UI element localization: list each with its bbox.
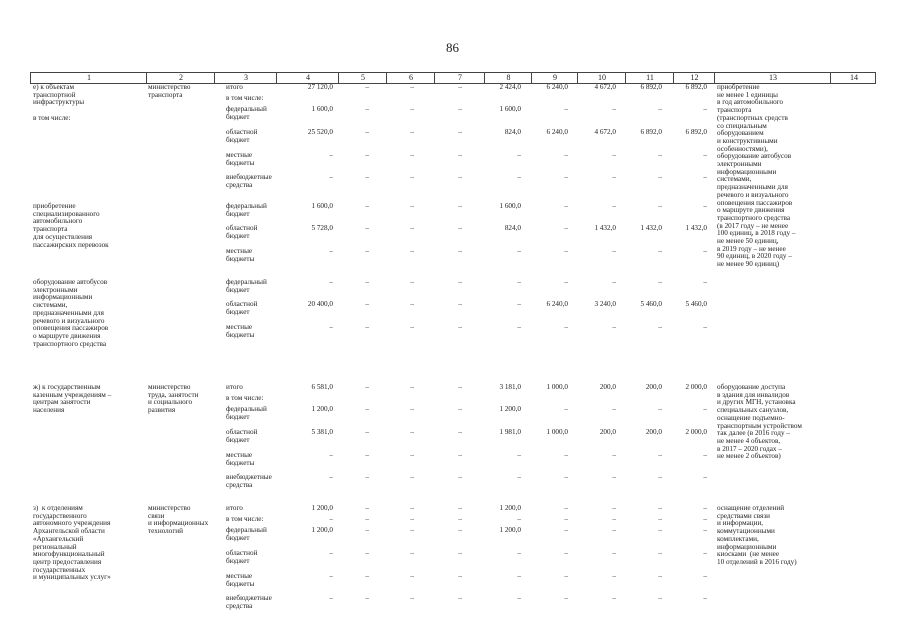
amount-cell: – [410,526,414,534]
amount-cell: – [458,83,462,91]
amount-cell: 1 200,0 [499,526,521,534]
amount-cell: – [410,383,414,391]
funding-source: итого [226,383,243,391]
amount-cell: – [564,504,568,512]
funding-source: областной бюджет [226,128,258,144]
funding-source: областной бюджет [226,224,258,240]
amount-cell: – [703,278,707,286]
amount-cell: 6 240,0 [546,300,568,308]
funding-source: итого [226,83,243,91]
amount-cell: – [410,173,414,181]
amount-cell: – [612,549,616,557]
amount-cell: 1 200,0 [499,504,521,512]
funding-source: в том числе: [226,94,264,102]
amount-cell: – [458,473,462,481]
funding-source: федеральный бюджет [226,105,267,121]
amount-cell: – [703,173,707,181]
header-col-9: 9 [531,73,578,83]
amount-cell: – [658,105,662,113]
amount-cell: – [410,202,414,210]
amount-cell: – [329,323,333,331]
amount-cell: – [703,105,707,113]
amount-cell: – [458,451,462,459]
amount-cell: – [658,405,662,413]
amount-cell: – [658,515,662,523]
amount-cell: – [564,549,568,557]
responsible-body: министерство транспорта [148,83,191,99]
amount-cell: – [365,504,369,512]
amount-cell: – [365,428,369,436]
amount-cell: – [564,594,568,602]
funding-source: внебюджетные средства [226,594,272,610]
amount-cell: – [329,515,333,523]
amount-cell: – [365,300,369,308]
amount-cell: – [365,83,369,91]
responsible-body: министерство труда, занятости и социального развития [148,383,199,415]
amount-cell: – [517,572,521,580]
amount-cell: – [410,473,414,481]
header-col-4: 4 [276,73,339,83]
header-col-5: 5 [338,73,387,83]
amount-cell: – [564,451,568,459]
header-col-13: 13 [714,73,831,83]
amount-cell: – [703,549,707,557]
amount-cell: 6 240,0 [546,83,568,91]
amount-cell: – [612,247,616,255]
amount-cell: – [365,151,369,159]
amount-cell: – [703,323,707,331]
amount-cell: – [517,247,521,255]
funding-source: местные бюджеты [226,151,255,167]
amount-cell: 1 600,0 [311,105,333,113]
amount-cell: – [564,247,568,255]
amount-cell: 3 181,0 [499,383,521,391]
amount-cell: 200,0 [599,428,616,436]
header-col-14: 14 [830,73,877,83]
amount-cell: 5 728,0 [311,224,333,232]
amount-cell: 25 520,0 [307,128,333,136]
header-col-1: 1 [30,73,147,83]
amount-cell: 6 892,0 [640,83,662,91]
amount-cell: – [703,572,707,580]
amount-cell: – [410,405,414,413]
amount-cell: – [517,594,521,602]
section-title: приобретение специализированного автомобильного транспорта для осуществления пассажирских перевозок [33,202,109,249]
amount-cell: – [612,151,616,159]
amount-cell: – [564,515,568,523]
amount-cell: 1 432,0 [685,224,707,232]
amount-cell: – [410,515,414,523]
amount-cell: 1 432,0 [594,224,616,232]
amount-cell: 200,0 [599,383,616,391]
amount-cell: – [329,173,333,181]
amount-cell: 6 581,0 [311,383,333,391]
amount-cell: – [458,105,462,113]
amount-cell: 2 000,0 [685,428,707,436]
expected-result: оснащение отделений средствами связи и информации, коммутационными комплектами, информационными киосками (не менее 10 отделений в 2016 году) [717,504,797,566]
amount-cell: – [703,247,707,255]
amount-cell: – [658,526,662,534]
amount-cell: – [612,405,616,413]
amount-cell: – [703,405,707,413]
amount-cell: – [703,594,707,602]
amount-cell: – [703,526,707,534]
funding-source: областной бюджет [226,549,258,565]
funding-source: в том числе: [226,515,264,523]
amount-cell: – [517,473,521,481]
amount-cell: – [517,173,521,181]
funding-source: местные бюджеты [226,451,255,467]
amount-cell: – [564,405,568,413]
amount-cell: – [658,323,662,331]
amount-cell: – [458,128,462,136]
amount-cell: – [517,278,521,286]
header-col-2: 2 [146,73,215,83]
amount-cell: – [458,428,462,436]
amount-cell: – [365,572,369,580]
amount-cell: – [365,105,369,113]
amount-cell: – [329,278,333,286]
amount-cell: – [458,224,462,232]
amount-cell: 6 892,0 [685,128,707,136]
amount-cell: – [365,202,369,210]
amount-cell: 6 892,0 [640,128,662,136]
amount-cell: 1 981,0 [499,428,521,436]
amount-cell: – [458,526,462,534]
amount-cell: – [658,173,662,181]
amount-cell: – [658,247,662,255]
amount-cell: 1 600,0 [311,202,333,210]
amount-cell: 1 600,0 [499,202,521,210]
amount-cell: – [658,473,662,481]
funding-source: внебюджетные средства [226,173,272,189]
amount-cell: – [517,515,521,523]
amount-cell: 5 381,0 [311,428,333,436]
amount-cell: – [564,526,568,534]
amount-cell: – [703,202,707,210]
amount-cell: – [612,451,616,459]
header-col-6: 6 [386,73,435,83]
amount-cell: – [612,594,616,602]
amount-cell: – [703,473,707,481]
amount-cell: – [658,202,662,210]
amount-cell: – [612,173,616,181]
amount-cell: 2 424,0 [499,83,521,91]
amount-cell: – [365,173,369,181]
header-col-8: 8 [484,73,532,83]
amount-cell: – [612,504,616,512]
amount-cell: – [612,572,616,580]
amount-cell: – [410,323,414,331]
amount-cell: – [365,549,369,557]
amount-cell: – [329,594,333,602]
amount-cell: 5 460,0 [640,300,662,308]
header-col-12: 12 [673,73,715,83]
amount-cell: 1 600,0 [499,105,521,113]
amount-cell: – [658,504,662,512]
amount-cell: – [410,83,414,91]
amount-cell: 3 240,0 [594,300,616,308]
amount-cell: – [517,300,521,308]
funding-source: местные бюджеты [226,247,255,263]
amount-cell: – [517,549,521,557]
amount-cell: 2 000,0 [685,383,707,391]
amount-cell: – [458,572,462,580]
amount-cell: – [410,151,414,159]
amount-cell: – [410,278,414,286]
amount-cell: – [703,515,707,523]
header-col-10: 10 [577,73,626,83]
amount-cell: – [564,572,568,580]
funding-source: федеральный бюджет [226,278,267,294]
amount-cell: – [658,451,662,459]
amount-cell: – [329,151,333,159]
amount-cell: – [564,224,568,232]
header-col-7: 7 [434,73,485,83]
amount-cell: – [458,278,462,286]
amount-cell: 1 200,0 [311,504,333,512]
amount-cell: – [458,383,462,391]
amount-cell: – [612,515,616,523]
amount-cell: – [410,428,414,436]
amount-cell: – [365,224,369,232]
amount-cell: – [564,105,568,113]
amount-cell: 4 672,0 [594,83,616,91]
amount-cell: 1 000,0 [546,383,568,391]
amount-cell: – [703,451,707,459]
amount-cell: – [458,549,462,557]
amount-cell: – [658,549,662,557]
amount-cell: – [458,247,462,255]
amount-cell: 1 200,0 [311,405,333,413]
funding-source: в том числе: [226,394,264,402]
amount-cell: 824,0 [504,128,521,136]
amount-cell: – [612,473,616,481]
amount-cell: 1 200,0 [311,526,333,534]
amount-cell: – [410,572,414,580]
amount-cell: – [458,594,462,602]
amount-cell: – [329,451,333,459]
funding-source: федеральный бюджет [226,202,267,218]
amount-cell: – [564,323,568,331]
amount-cell: – [410,300,414,308]
amount-cell: – [365,405,369,413]
header-col-3: 3 [214,73,277,83]
amount-cell: – [517,323,521,331]
amount-cell: 200,0 [645,428,662,436]
amount-cell: – [410,105,414,113]
amount-cell: – [365,515,369,523]
expected-result: приобретение не менее 1 единицы в год автомобильного транспорта (транспортных средств со специальным оборудованием и конструктивными особенностями), оборудование автобусов электронными информационными системами, предназначенными для речевого и визуального оповещения пассажиров о маршруте движения транспортного средства (в 2017 году – не менее 100 единиц, в 2018 году – не менее 50 единиц, в 2019 году – не менее 90 единиц, в 2020 году – не менее 90 единиц) [717,83,796,269]
amount-cell: – [410,247,414,255]
funding-source: областной бюджет [226,300,258,316]
amount-cell: – [365,128,369,136]
amount-cell: – [703,151,707,159]
amount-cell: 1 000,0 [546,428,568,436]
amount-cell: 4 672,0 [594,128,616,136]
funding-source: областной бюджет [226,428,258,444]
amount-cell: 1 432,0 [640,224,662,232]
amount-cell: – [410,451,414,459]
section-title: е) к объектам транспортной инфраструктуры в том числе: [33,83,85,122]
amount-cell: 5 460,0 [685,300,707,308]
funding-source: федеральный бюджет [226,526,267,542]
amount-cell: – [458,504,462,512]
amount-cell: – [564,473,568,481]
amount-cell: – [658,572,662,580]
amount-cell: – [612,323,616,331]
amount-cell: – [458,405,462,413]
amount-cell: – [410,128,414,136]
section-title: ж) к государственным казенным учреждениям – центрам занятости населения [33,383,112,415]
responsible-body: министерство связи и информационных технологий [148,504,209,536]
amount-cell: – [458,323,462,331]
amount-cell: – [564,173,568,181]
amount-cell: – [365,323,369,331]
funding-source: внебюджетные средства [226,473,272,489]
amount-cell: – [703,504,707,512]
amount-cell: – [564,278,568,286]
amount-cell: 6 892,0 [685,83,707,91]
amount-cell: – [365,526,369,534]
header-col-11: 11 [625,73,674,83]
amount-cell: 27 120,0 [307,83,333,91]
amount-cell: 824,0 [504,224,521,232]
amount-cell: – [458,515,462,523]
amount-cell: – [410,504,414,512]
amount-cell: – [612,526,616,534]
amount-cell: – [365,594,369,602]
amount-cell: 1 200,0 [499,405,521,413]
expected-result: оборудование доступа в здания для инвалидов и других МГН, установка специальных санузлов, оснащение подъемно- транспортным устройством так далее (в 2016 году – не менее 4 объектов, в 2017 – 2020 годах – не менее 2 объектов) [717,383,802,461]
amount-cell: – [365,473,369,481]
amount-cell: – [458,202,462,210]
amount-cell: – [658,151,662,159]
funding-source: итого [226,504,243,512]
amount-cell: – [365,278,369,286]
section-title: з) к отделениям государственного автономного учреждения Архангельской области «Архангельский региональный многофункциональный центр предоставления государственных и муниципальных услуг» [33,504,111,582]
amount-cell: 200,0 [645,383,662,391]
amount-cell: – [564,151,568,159]
section-title: оборудование автобусов электронными информационными системами, предназначенными для речевого и визуального оповещения пассажиров о маршруте движения транспортного средства [33,278,109,348]
amount-cell: – [658,594,662,602]
amount-cell: – [410,549,414,557]
amount-cell: – [329,473,333,481]
amount-cell: – [458,173,462,181]
funding-source: федеральный бюджет [226,405,267,421]
amount-cell: – [410,594,414,602]
amount-cell: – [458,300,462,308]
amount-cell: – [329,572,333,580]
funding-source: местные бюджеты [226,323,255,339]
amount-cell: – [410,224,414,232]
amount-cell: – [612,202,616,210]
amount-cell: – [365,247,369,255]
page-number: 86 [446,40,459,55]
amount-cell: – [365,383,369,391]
amount-cell: 6 240,0 [546,128,568,136]
amount-cell: – [365,451,369,459]
amount-cell: – [658,278,662,286]
amount-cell: – [458,151,462,159]
amount-cell: – [612,105,616,113]
amount-cell: – [329,247,333,255]
funding-source: местные бюджеты [226,572,255,588]
amount-cell: – [517,151,521,159]
amount-cell: – [329,549,333,557]
amount-cell: 20 400,0 [307,300,333,308]
amount-cell: – [612,278,616,286]
amount-cell: – [564,202,568,210]
amount-cell: – [517,451,521,459]
